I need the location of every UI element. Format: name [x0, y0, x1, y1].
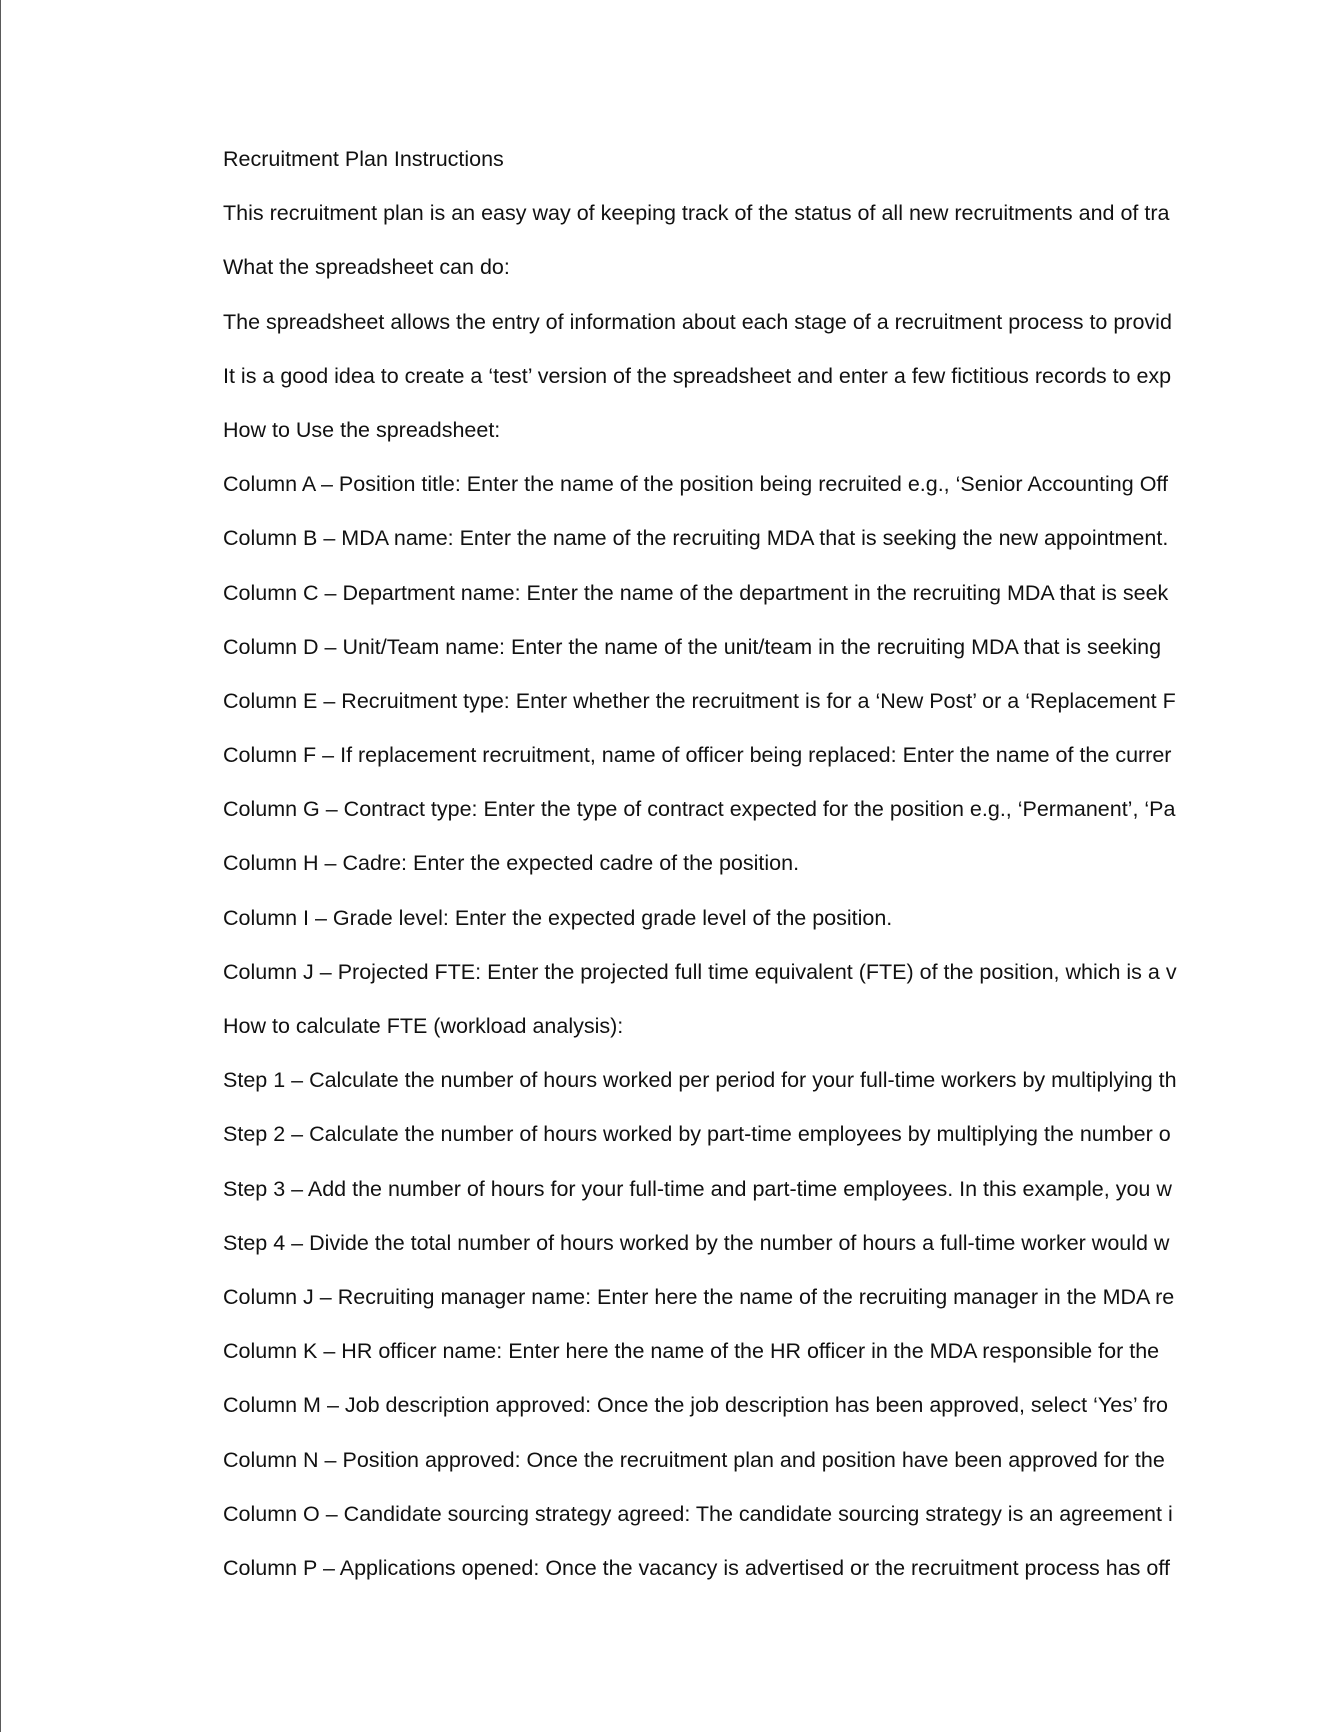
fte-step-1: Step 1 – Calculate the number of hours worked per period for your full-time workers by multiplying th — [223, 1068, 1177, 1093]
column-c-instruction: Column C – Department name: Enter the name of the department in the recruiting MDA that is seek — [223, 580, 1169, 605]
column-e-instruction: Column E – Recruitment type: Enter whether the recruitment is for a ‘New Post’ or a ‘Replacement F — [223, 688, 1176, 713]
column-b-instruction: Column B – MDA name: Enter the name of the recruiting MDA that is seeking the new appointment. — [223, 526, 1169, 551]
document-title: Recruitment Plan Instructions — [223, 147, 504, 171]
section-heading-how-to-use: How to Use the spreadsheet: — [223, 417, 501, 442]
section-heading-fte: How to calculate FTE (workload analysis): — [223, 1014, 624, 1038]
fte-step-3: Step 3 – Add the number of hours for your full-time and part-time employees. In this example, you w — [223, 1176, 1172, 1201]
fte-step-2: Step 2 – Calculate the number of hours worked by part-time employees by multiplying the number o — [223, 1122, 1171, 1147]
column-n-instruction: Column N – Position approved: Once the recruitment plan and position have been approved for the — [223, 1447, 1165, 1472]
column-i-instruction: Column I – Grade level: Enter the expected grade level of the position. — [223, 905, 893, 930]
test-version-paragraph: It is a good idea to create a ‘test’ version of the spreadsheet and enter a few fictitious records to exp — [223, 363, 1172, 388]
column-j-fte-instruction: Column J – Projected FTE: Enter the projected full time equivalent (FTE) of the position, which is a v — [223, 959, 1177, 984]
document-body — [223, 143, 1183, 1606]
column-a-instruction: Column A – Position title: Enter the name of the position being recruited e.g., ‘Senior Accounting Off — [223, 472, 1168, 497]
column-h-instruction: Column H – Cadre: Enter the expected cadre of the position. — [223, 851, 800, 876]
column-j-manager-instruction: Column J – Recruiting manager name: Enter here the name of the recruiting manager in the MDA re — [223, 1284, 1175, 1309]
column-k-instruction: Column K – HR officer name: Enter here the name of the HR officer in the MDA responsible for the — [223, 1339, 1160, 1364]
column-o-instruction: Column O – Candidate sourcing strategy agreed: The candidate sourcing strategy is an agreement i — [223, 1501, 1173, 1526]
intro-paragraph: This recruitment plan is an easy way of keeping track of the status of all new recruitments and of tra — [223, 201, 1170, 226]
column-f-instruction: Column F – If replacement recruitment, name of officer being replaced: Enter the name of the currer — [223, 743, 1172, 768]
column-d-instruction: Column D – Unit/Team name: Enter the name of the unit/team in the recruiting MDA that is seeking — [223, 634, 1162, 659]
column-p-instruction: Column P – Applications opened: Once the vacancy is advertised or the recruitment process has off — [223, 1555, 1170, 1580]
capabilities-paragraph: The spreadsheet allows the entry of information about each stage of a recruitment process to provid — [223, 309, 1172, 334]
section-heading-capabilities: What the spreadsheet can do: — [223, 255, 510, 280]
column-g-instruction: Column G – Contract type: Enter the type of contract expected for the position e.g., ‘Permanent’, ‘Pa — [223, 797, 1176, 822]
fte-step-4: Step 4 – Divide the total number of hours worked by the number of hours a full-time worker would w — [223, 1230, 1170, 1255]
page-left-edge — [0, 0, 1, 1732]
column-m-instruction: Column M – Job description approved: Once the job description has been approved, select ‘Yes’ fro — [223, 1393, 1168, 1418]
